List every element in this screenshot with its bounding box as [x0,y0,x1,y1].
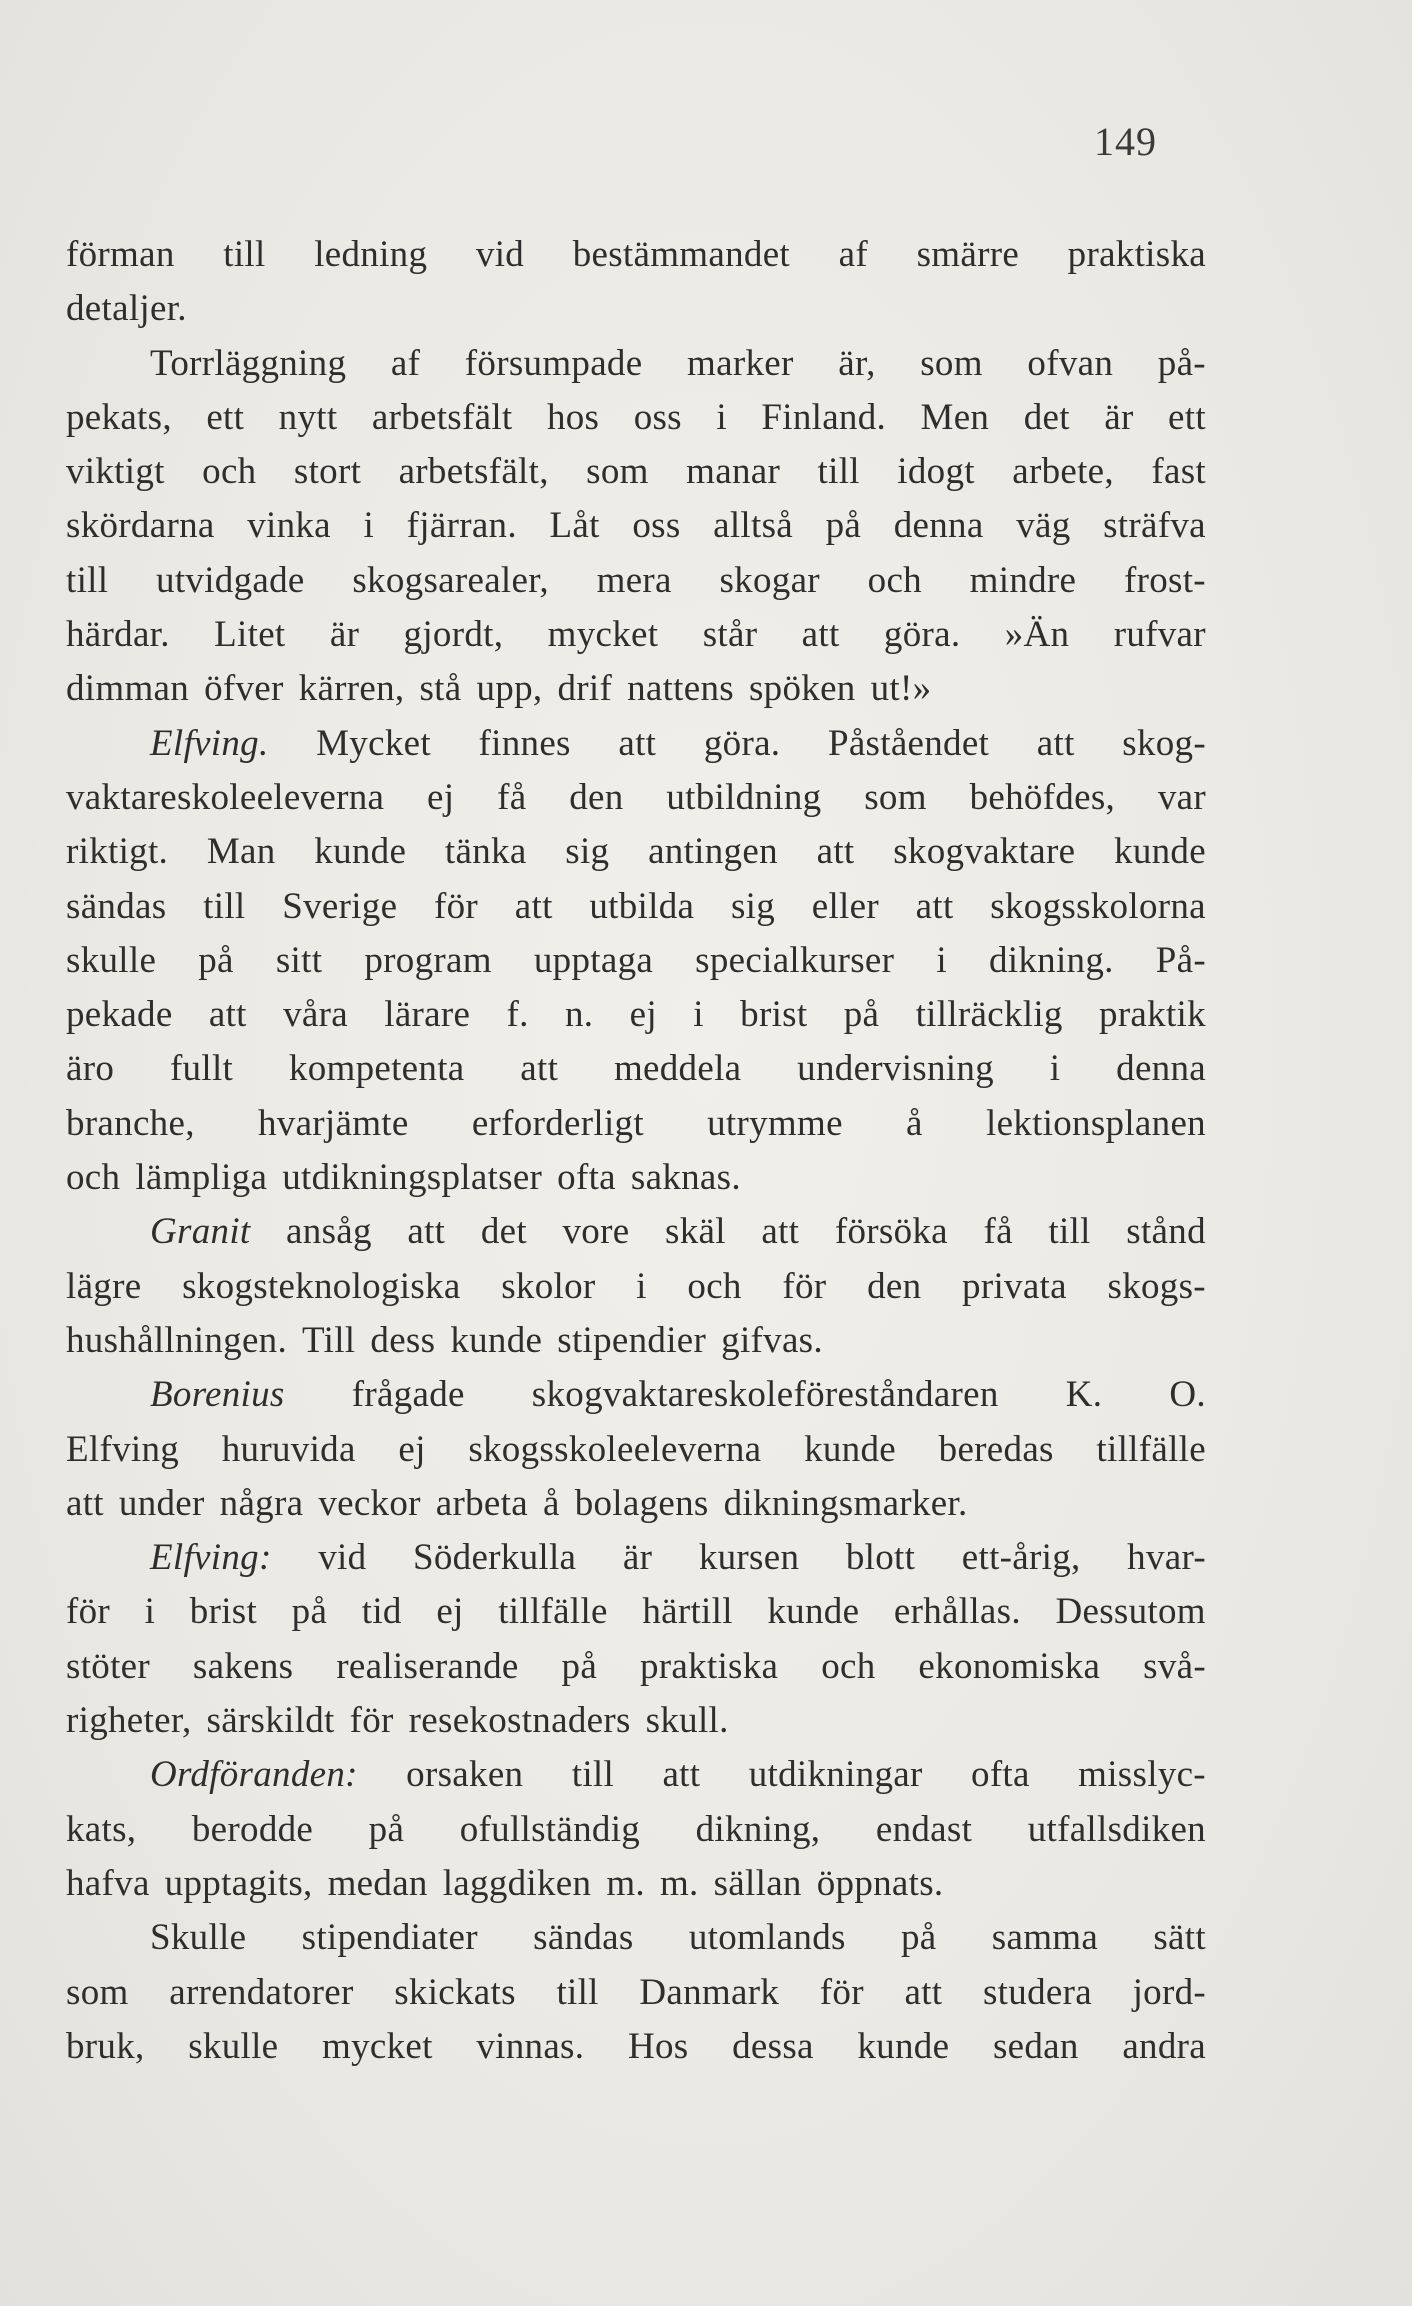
text-line: detaljer. [66,288,187,330]
text-line: riktigt. Man kunde tänka sig antingen att skogvaktare kunde [66,831,1206,873]
text-line: Granit ansåg att det vore skäl att försöka få till stånd [150,1211,1206,1253]
text-line: pekats, ett nytt arbetsfält hos oss i Finland. Men det är ett [66,396,1206,438]
text-line: hushållningen. Till dess kunde stipendier gifvas. [66,1319,823,1361]
text-line: för i brist på tid ej tillfälle härtill kunde erhållas. Dessutom [66,1591,1206,1633]
text-line: pekade att våra lärare f. n. ej i brist på tillräcklig praktik [66,994,1206,1036]
text-line: Borenius frågade skogvaktareskoleföreståndaren K. O. [150,1374,1206,1416]
text-line: Elfving. Mycket finnes att göra. Påståendet att skog- [150,722,1206,764]
text-line: lägre skogsteknologiska skolor i och för den privata skogs- [66,1265,1206,1307]
text-line: Elfving huruvida ej skogsskoleeleverna kunde beredas tillfälle [66,1428,1206,1470]
page-number: 149 [1094,119,1157,164]
text-line: Torrläggning af försumpade marker är, som ofvan på- [150,342,1206,384]
text-line: viktigt och stort arbetsfält, som manar till idogt arbete, fast [66,451,1206,493]
text-line: sändas till Sverige för att utbilda sig eller att skogsskolorna [66,885,1206,927]
text-line: branche, hvarjämte erforderligt utrymme å lektionsplanen [66,1102,1206,1144]
text-line: hafva upptagits, medan laggdiken m. m. sällan öppnats. [66,1862,944,1904]
text-line: skulle på sitt program upptaga specialkurser i dikning. På- [66,939,1206,981]
text-line: skördarna vinka i fjärran. Låt oss alltså på denna väg sträfva [66,505,1206,547]
body-text [66,228,1206,2074]
text-line: och lämpliga utdikningsplatser ofta saknas. [66,1157,741,1199]
text-line: Ordföranden: orsaken till att utdikningar ofta misslyc- [150,1754,1206,1796]
text-line: härdar. Litet är gjordt, mycket står att göra. »Än rufvar [66,614,1206,656]
text-line: dimman öfver kärren, stå upp, drif nattens spöken ut!» [66,668,932,710]
text-line: att under några veckor arbeta å bolagens dikningsmarker. [66,1482,968,1524]
text-line: bruk, skulle mycket vinnas. Hos dessa kunde sedan andra [66,2025,1206,2067]
text-line: kats, berodde på ofullständig dikning, endast utfallsdiken [66,1808,1206,1850]
text-line: som arrendatorer skickats till Danmark för att studera jord- [66,1971,1206,2013]
text-line: stöter sakens realiserande på praktiska och ekonomiska svå- [66,1645,1206,1687]
text-line: vaktareskoleeleverna ej få den utbildning som behöfdes, var [66,776,1206,818]
text-line: äro fullt kompetenta att meddela undervisning i denna [66,1048,1206,1090]
text-line: Elfving: vid Söderkulla är kursen blott ett-årig, hvar- [150,1537,1206,1579]
text-line: Skulle stipendiater sändas utomlands på samma sätt [150,1917,1206,1959]
text-line: förman till ledning vid bestämmandet af smärre praktiska [66,234,1206,275]
text-line: till utvidgade skogsarealer, mera skogar och mindre frost- [66,559,1206,601]
text-line: righeter, särskildt för resekostnaders skull. [66,1700,729,1742]
